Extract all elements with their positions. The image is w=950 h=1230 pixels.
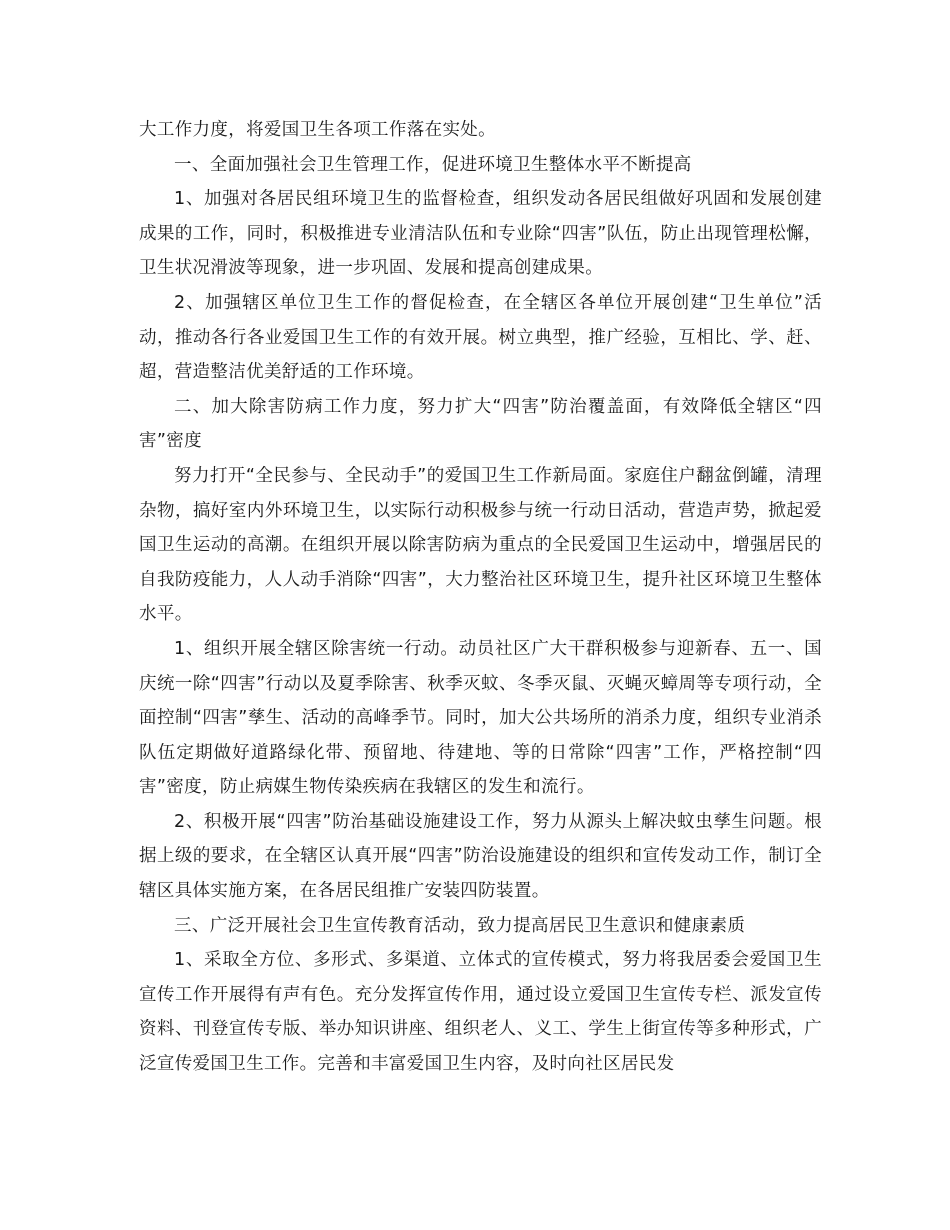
paragraph-continuation: 大工作力度，将爱国卫生各项工作落在实处。 xyxy=(139,120,496,140)
document-body xyxy=(139,113,822,1082)
paragraph-3-1: 1、采取全方位、多形式、多渠道、立体式的宣传模式，努力将我居委会爱国卫生宣传工作开展得有声有色。充分发挥宣传作用，通过设立爱国卫生宣传专栏、派发宣传资料、刊登宣传专版、举办知识讲座、组织老人、义工、学生上街宣传等多种形式，广泛宣传爱国卫生工作。完善和丰富爱国卫生内容，及时向社区居民发 xyxy=(139,950,822,1075)
paragraph-2-1: 1、组织开展全辖区除害统一行动。动员社区广大干群积极参与迎新春、五一、国庆统一除“四害”行动以及夏季除害、秋季灭蚊、冬季灭鼠、灭蝇灭蟑周等专项行动，全面控制“四害”孳生、活动的高峰季节。同时，加大公共场所的消杀力度，组织专业消杀队伍定期做好道路绿化带、预留地、待建地、等的日常除“四害”工作，严格控制“四害”密度，防止病媒生物传染疾病在我辖区的发生和流行。 xyxy=(139,638,822,798)
paragraph-1-2: 2、加强辖区单位卫生工作的督促检查，在全辖区各单位开展创建“卫生单位”活动，推动各行各业爱国卫生工作的有效开展。树立典型，推广经验，互相比、学、赶、超，营造整洁优美舒适的工作环境。 xyxy=(139,292,822,383)
section-heading-3: 三、广泛开展社会卫生宣传教育活动，致力提高居民卫生意识和健康素质 xyxy=(174,915,746,936)
section-heading-2: 二、加大除害防病工作力度，努力扩大“四害”防治覆盖面，有效降低全辖区“四害”密度 xyxy=(139,396,822,452)
paragraph-2-2: 2、积极开展“四害”防治基础设施建设工作，努力从源头上解决蚊虫孳生问题。根据上级的要求，在全辖区认真开展“四害”防治设施建设的组织和宣传发动工作，制订全辖区具体实施方案，在各居民组推广安装四防装置。 xyxy=(139,811,822,902)
section-heading-1: 一、全面加强社会卫生管理工作，促进环境卫生整体水平不断提高 xyxy=(174,154,692,175)
paragraph-2-intro: 努力打开“全民参与、全民动手”的爱国卫生工作新局面。家庭住户翻盆倒罐，清理杂物，搞好室内外环境卫生，以实际行动积极参与统一行动日活动，营造声势，掀起爱国卫生运动的高潮。在组织开展以除害防病为重点的全民爱国卫生运动中，增强居民的自我防疫能力，人人动手消除“四害”，大力整治社区环境卫生，提升社区环境卫生整体水平。 xyxy=(139,465,822,625)
paragraph-1-1: 1、加强对各居民组环境卫生的监督检查，组织发动各居民组做好巩固和发展创建成果的工作，同时，积极推进专业清洁队伍和专业除“四害”队伍，防止出现管理松懈，卫生状况滑波等现象，进一步巩固、发展和提高创建成果。 xyxy=(139,189,822,279)
